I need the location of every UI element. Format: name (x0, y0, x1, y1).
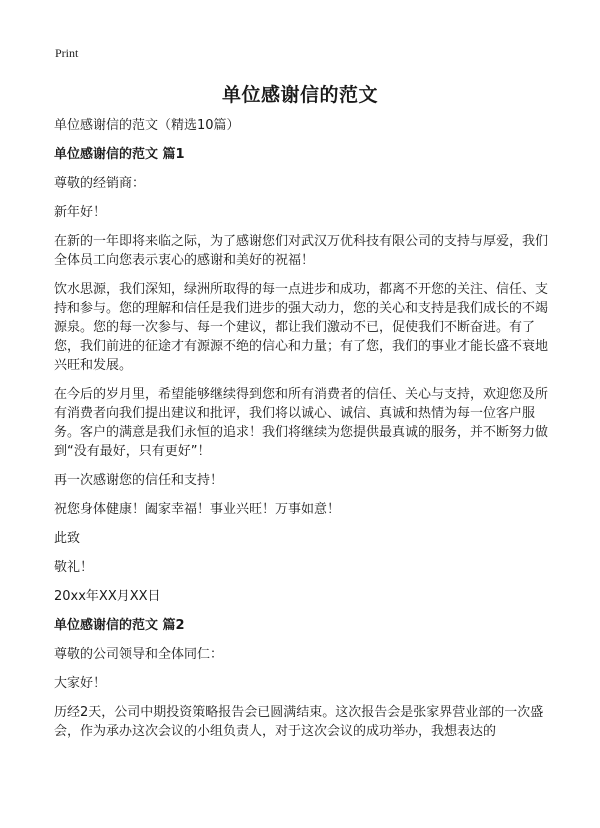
paragraph: 敬礼！ (54, 560, 94, 575)
paragraph: 祝您身体健康！阖家幸福！事业兴旺！万事如意！ (54, 502, 341, 517)
date-line: 20xx年XX月XX日 (54, 589, 161, 604)
paragraph: 历经2天，公司中期投资策略报告会已圆满结束。这次报告会是张家界营业部的一次盛会，作为承办这次会议的小组负责人，对于这次会议的成功举办，我想表达的 (54, 705, 544, 739)
paragraph: 再一次感谢您的信任和支持！ (54, 473, 224, 488)
paragraph: 新年好！ (54, 205, 107, 220)
paragraph: 尊敬的公司领导和全体同仁： (54, 647, 224, 662)
print-link[interactable]: Print (55, 46, 79, 60)
section-heading: 单位感谢信的范文 篇2 (54, 618, 185, 633)
paragraph: 在新的一年即将来临之际，为了感谢您们对武汉万优科技有限公司的支持与厚爱，我们全体员工向您表示衷心的感谢和美好的祝福！ (54, 234, 549, 268)
paragraph: 在今后的岁月里，希望能够继续得到您和所有消费者的信任、关心与支持，欢迎您及所有消费者向我们提出建议和批评，我们将以诚心、诚信、真诚和热情为每一位客户服务。客户的满意是我们永恒的追求！我们将继续为您提供最真诚的服务，并不断努力做到“没有最好，只有更好”！ (54, 387, 549, 459)
document-subtitle: 单位感谢信的范文（精选10篇） (54, 118, 240, 133)
document-title: 单位感谢信的范文 (221, 84, 378, 106)
paragraph: 大家好！ (54, 676, 107, 691)
paragraph: 尊敬的经销商： (54, 176, 146, 191)
paragraph: 此致 (54, 531, 81, 546)
section-heading: 单位感谢信的范文 篇1 (54, 147, 185, 162)
document-body (54, 116, 554, 751)
paragraph: 饮水思源，我们深知，绿洲所取得的每一点进步和成功，都离不开您的关注、信任、支持和参与。您的理解和信任是我们进步的强大动力，您的关心和支持是我们成长的不竭源泉。您的每一次参与、每一个建议，都让我们激动不已，促使我们不断奋进。有了您，我们前进的征途才有源源不绝的信心和力量；有了您，我们的事业才能长盛不衰地兴旺和发展。 (54, 282, 549, 373)
